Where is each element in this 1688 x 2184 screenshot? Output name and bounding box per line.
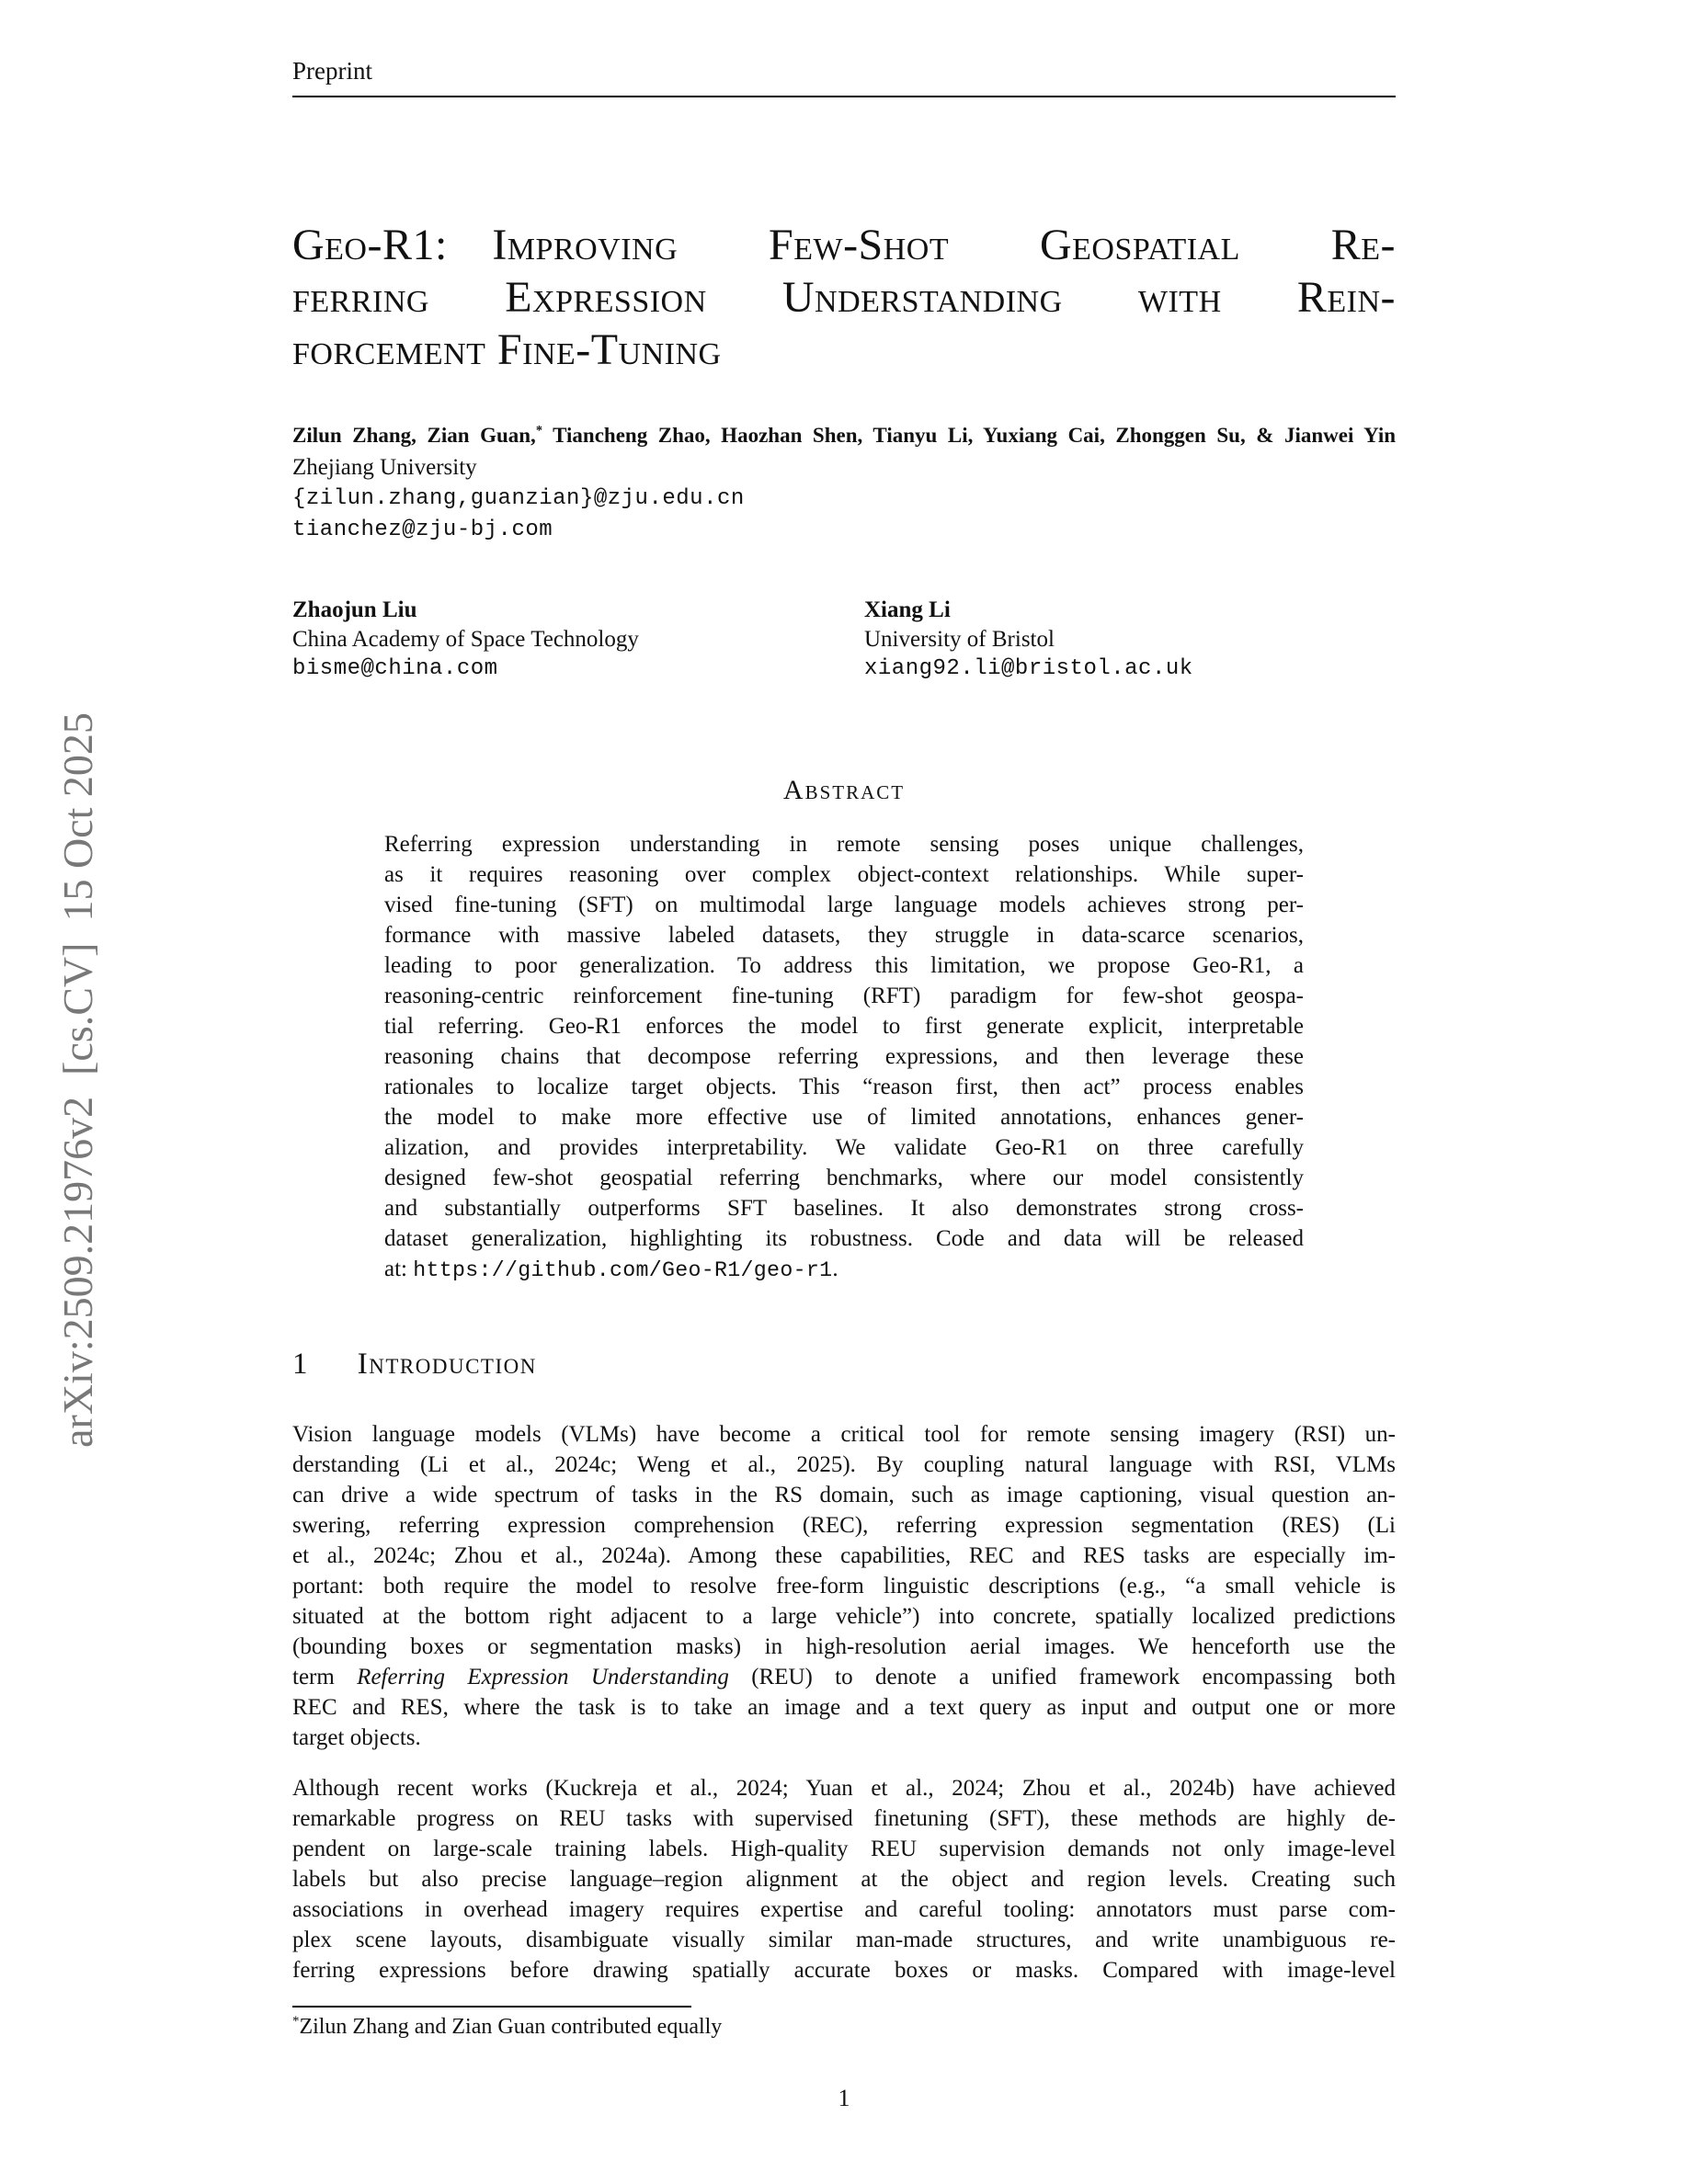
author-name: Zhaojun Liu (292, 597, 417, 622)
secondary-authors (292, 596, 1396, 684)
author-block (292, 596, 864, 684)
primary-email-2: tianchez@zju-bj.com (292, 518, 553, 542)
paper-title: Geo-R1: Improving Few-Shot Geospatial Re- ferring Expression Understanding with Rein- forcement Fine-Tuning (292, 221, 1396, 374)
section-number: 1 (292, 1348, 308, 1381)
author-affiliation: China Academy of Space Technology (292, 627, 639, 652)
paragraph: Although recent works (Kuckreja et al., 2024; Yuan et al., 2024; Zhou et al., 2024b) have achieved remarkable progress on REU tasks with supervised finetuning (SFT), these methods are highly de- pendent on large-scale training labels. High-quality REU supervision demands not only image-level labels but also precise language–region alignment at the object and region levels. Creating such associations in overhead imagery requires expertise and careful tooling: annotators must parse com- plex scene layouts, disambiguate visually similar man-made structures, and write unambiguous re- ferring expressions before drawing spatially accurate boxes or masks. Compared with image-level (292, 1776, 1396, 1983)
primary-email-1: {zilun.zhang,guanzian}@zju.edu.cn (292, 486, 745, 511)
author-email: xiang92.li@bristol.ac.uk (864, 656, 1193, 681)
author-name: Xiang Li (864, 597, 951, 622)
footnote-rule (292, 2006, 691, 2008)
abstract-heading: Abstract (782, 775, 906, 805)
section-heading (292, 1348, 1396, 1381)
abstract-text: Referring expression understanding in remote sensing poses unique challenges, as it requires reasoning over complex object-context relationships. While super- vised fine-tuning (SFT) on multimodal large language models achieves strong per- formance with massive labeled datasets, they struggle in data-scarce scenarios, leading to poor generalization. To address this limitation, we propose Geo-R1, a reasoning-centric reinforcement fine-tuning (RFT) paradigm for few-shot geospa- tial referring. Geo-R1 enforces the model to first generate explicit, interpretable reasoning chains that decompose referring expressions, and then leverage these rationales to localize target objects. This “reason first, then act” process enables the model to make more effective use of limited annotations, enhances gener- alization, and provides interpretability. We validate Geo-R1 on three carefully designed few-shot geospatial referring benchmarks, where our model consistently and substantially outperforms SFT baselines. It also demonstrates strong cross- dataset generalization, highlighting its robustness. Code and data will be released at: https://github.com/Geo-R1/geo-r1. (384, 832, 1304, 1282)
authors-line: Zilun Zhang, Zian Guan,* Tiancheng Zhao, Haozhan Shen, Tianyu Li, Yuxiang Cai, Zhonggen Su, & Jianwei Yin (292, 423, 1397, 447)
page-content (292, 0, 1396, 2041)
page-number: 1 (838, 2085, 850, 2111)
author-affiliation: University of Bristol (864, 627, 1055, 652)
author-email: bisme@china.com (292, 656, 498, 681)
paragraph: Vision language models (VLMs) have become a critical tool for remote sensing imagery (RSI) un- derstanding (Li et al., 2024c; Weng et al., 2025). By coupling natural language with RSI, VLMs can drive a wide spectrum of tasks in the RS domain, such as image captioning, visual question an- swering, referring expression comprehension (REC), referring expression segmentation (RES) (Li et al., 2024c; Zhou et al., 2024a). Among these capabilities, REC and RES tasks are especially im- portant: both require the model to resolve free-form linguistic descriptions (e.g., “a small vehicle is situated at the bottom right adjacent to a large vehicle”) into concrete, spatially localized predictions (bounding boxes or segmentation masks) in high-resolution aerial images. We henceforth use the term Referring Expression Understanding (REU) to denote a unified framework encompassing both REC and RES, where the task is to take an image and a text query as input and output one or more target objects. (292, 1422, 1396, 1750)
preprint-label: Preprint (292, 57, 372, 85)
section-title: Introduction (357, 1348, 537, 1381)
footnote-text: *Zilun Zhang and Zian Guan contributed equally (292, 2014, 723, 2039)
page-header (292, 57, 1396, 97)
primary-affiliation: Zhejiang University (292, 455, 477, 480)
arxiv-watermark: arXiv:2509.21976v2 [cs.CV] 15 Oct 2025 (54, 712, 101, 1448)
author-block (864, 596, 1396, 684)
